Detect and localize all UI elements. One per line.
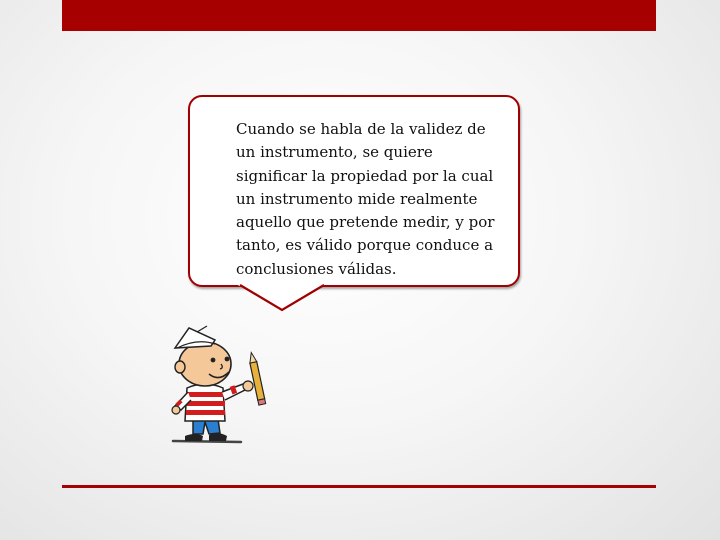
speech-bubble-tail [230,284,330,314]
cartoon-boy-with-pencil-icon [145,322,270,447]
bottom-accent-rule [62,485,656,488]
speech-bubble-text: Cuando se habla de la validez de un instrumento, se quiere significar la propiedad por la cual un instrumento mide realmente aquello que pretende medir, y por tanto, es válido porque conduce a conclusiones válidas. [236,120,495,278]
top-accent-band [62,0,656,31]
